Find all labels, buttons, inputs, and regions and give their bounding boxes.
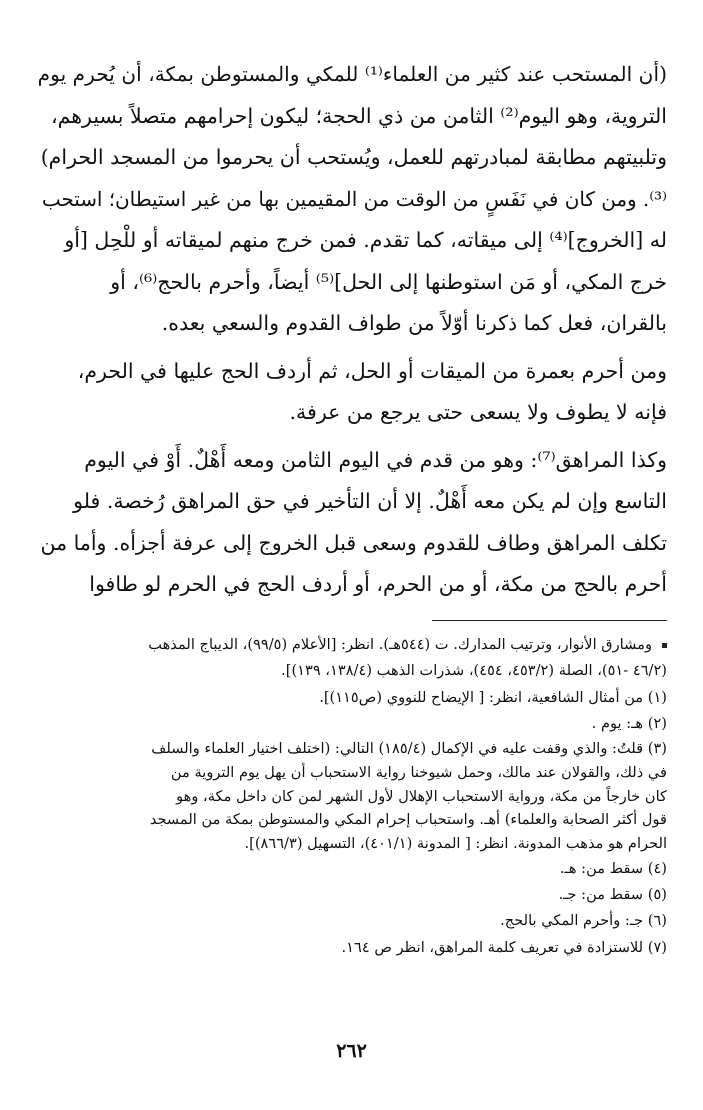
text-line: وتلبيتهم مطابقة لمبادرتهم للعمل، ويُستحب أن يحرموا من المسجد الحرام)	[40, 145, 667, 169]
page-number: ٢٦٢	[336, 1040, 367, 1062]
footnote-line: (١) من أمثال الشافعية، انظر: [ الإيضاح للنووي (ص١١٥)].	[319, 688, 667, 706]
footnote-text: ومشارق الأنوار، وترتيب المدارك. ت (٥٤٤هـ). انظر: [الأعلام (٩٩/٥)، الديباج المذهب	[148, 636, 652, 653]
text-line: بالقران، فعل كما ذكرنا أوّلاً من طواف القدوم والسعي بعده.	[161, 311, 667, 335]
text-line: له [الخروج]⁽⁴⁾ إلى ميقاته، كما تقدم. فمن خرج منهم لميقاته أو للْحِل [أو	[64, 228, 667, 252]
footnote-line: (٦) جـ: وأحرم المكي بالحج.	[500, 912, 667, 930]
text-line: فإنه لا يطوف ولا يسعى حتى يرجع من عرفة.	[289, 400, 667, 424]
footnote-line: (٣) قلتُ: والذي وقفت عليه في الإكمال (١٨٥/٤) التالي: (اختلف اختيار العلماء والسلف	[151, 740, 667, 758]
footnote-line: كان خارجاً من مكة، ورواية الاستحباب الإهلال لأول الشهر لمن كان داخل مكة، وهو	[176, 787, 667, 805]
footnote-line: (٥) سقط من: جـ.	[558, 886, 667, 903]
text-line: تكلف المراهق وطاف للقدوم وسعى قبل الخروج إلى عرفة أجزأه. وأما من	[40, 530, 667, 555]
text-line: ⁽³⁾. ومن كان في نَفَسٍ من الوقت من المقيمين بها من غير استيطان؛ استحب	[41, 187, 667, 211]
footnote-line: الحرام هو مذهب المدونة. انظر: [ المدونة (٤٠١/١)، التسهيل (٨٦٦/٣)].	[244, 835, 667, 852]
footnote-separator	[432, 620, 667, 621]
text-line: (أن المستحب عند كثير من العلماء⁽¹⁾ للمكي والمستوطن بمكة، أن يُحرم يوم	[37, 62, 667, 86]
text-line: ومن أحرم بعمرة من الميقات أو الحل، ثم أردف الحج عليها في الحرم،	[77, 358, 667, 383]
footnote-line: (٢) هـ: يوم .	[591, 714, 667, 732]
text-line: خرج المكي، أو مَن استوطنها إلى الحل]⁽⁵⁾ أيضاً، وأحرم بالحج⁽⁶⁾، أو	[110, 269, 667, 294]
footnote-line: قول أكثر الصحابة والعلماء) أهـ. واستحباب إحرام المكي والمستوطن بمكة من المسجد	[149, 811, 667, 829]
footnote-line	[30, 632, 667, 658]
main-text	[36, 54, 667, 606]
text-line: التروية، وهو اليوم⁽²⁾ الثامن من ذي الحجة؛ ليكون إحرامهم متصلاً بسيرهم،	[50, 103, 667, 128]
footnote-line: (٤٦/٢ -٥١)، الصلة (٤٥٣/٢، ٤٥٤)، شذرات الذهب (١٣٨/٤، ١٣٩)].	[281, 662, 667, 680]
footnote-line: في ذلك، والقولان عند مالك، وحمل شيوخنا رواية الاستحباب أن يهل يوم التروية من	[170, 763, 667, 781]
text-line: التاسع وإن لم يكن معه أَهْلٌ. إلا أن التأخير في حق المراهق رُخصة. فلو	[73, 489, 667, 513]
text-line: أحرم بالحج من مكة، أو من الحرم، أو أردف الحج في الحرم لو طافوا	[89, 572, 667, 596]
footnotes	[30, 632, 667, 961]
footnote-line: (٤) سقط من: هـ.	[559, 859, 667, 877]
text-line: وكذا المراهق⁽⁷⁾: وهو من قدم في اليوم الثامن ومعه أَهْلٌ. أَوْ في اليوم	[84, 447, 667, 472]
footnote-line: (٧) للاستزادة في تعريف كلمة المراهق، انظر ص ١٦٤.	[341, 938, 667, 956]
bullet-icon	[662, 643, 667, 648]
